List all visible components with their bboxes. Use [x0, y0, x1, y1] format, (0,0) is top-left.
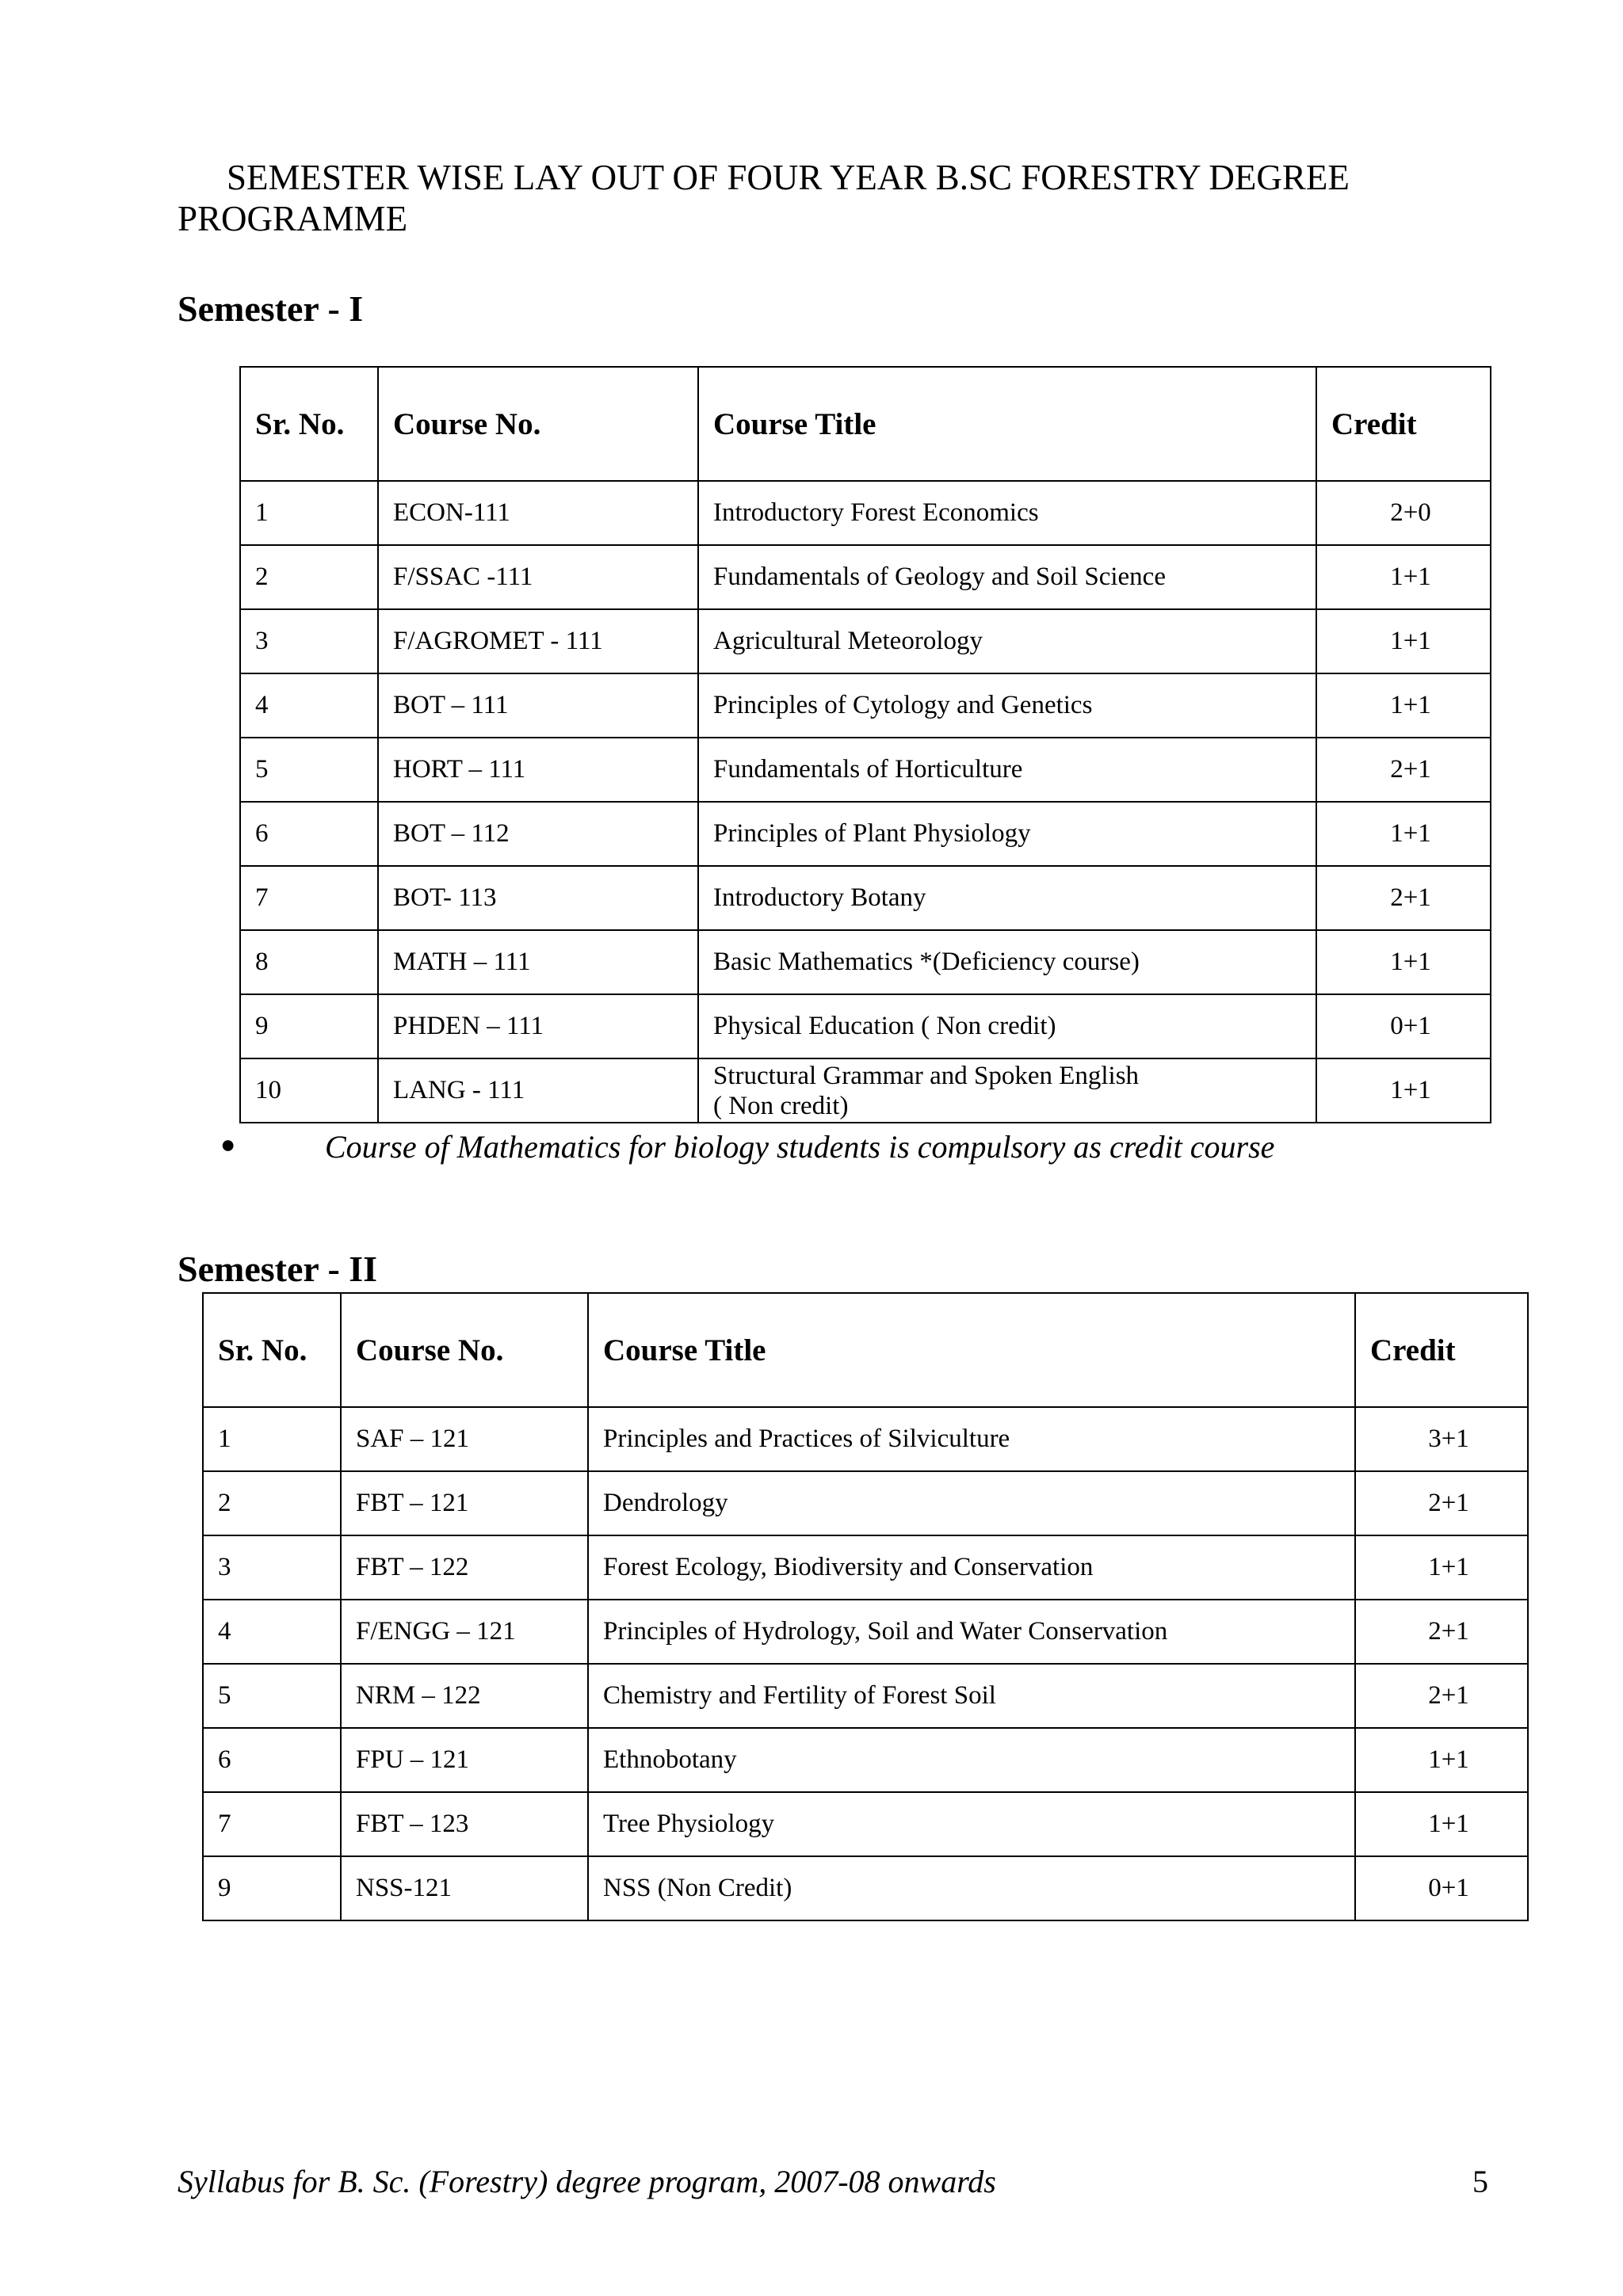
footer-text: Syllabus for B. Sc. (Forestry) degree program, 2007-08 onwards — [178, 2164, 996, 2199]
course-no-cell: NSS-121 — [341, 1856, 588, 1920]
page-title — [178, 157, 1509, 239]
table-row — [240, 609, 1491, 673]
table-row — [240, 994, 1491, 1058]
footnote-text: Course of Mathematics for biology students is compulsory as credit course — [325, 1129, 1275, 1165]
course-title-line: ( Non credit) — [713, 1091, 849, 1120]
course-title-cell: Principles of Cytology and Genetics — [698, 673, 1316, 738]
sr-no-cell: 7 — [240, 866, 378, 930]
course-no-cell: FPU – 121 — [341, 1728, 588, 1792]
credit-cell: 1+1 — [1316, 802, 1491, 866]
table-row — [240, 738, 1491, 802]
credit-cell: 2+1 — [1355, 1600, 1528, 1664]
table-row — [240, 1058, 1491, 1123]
sr-no-cell: 7 — [203, 1792, 341, 1856]
sr-no-cell: 3 — [240, 609, 378, 673]
sr-no-cell: 1 — [240, 481, 378, 545]
course-no-cell: BOT – 111 — [378, 673, 698, 738]
course-title-cell: Chemistry and Fertility of Forest Soil — [588, 1664, 1355, 1728]
course-title-cell: Ethnobotany — [588, 1728, 1355, 1792]
credit-cell: 2+1 — [1316, 866, 1491, 930]
course-no-cell: LANG - 111 — [378, 1058, 698, 1123]
course-no-cell: F/ENGG – 121 — [341, 1600, 588, 1664]
column-header-course-no: Course No. — [341, 1293, 588, 1407]
credit-cell: 1+1 — [1316, 673, 1491, 738]
course-no-cell: FBT – 121 — [341, 1471, 588, 1535]
column-header-course-no: Course No. — [378, 367, 698, 481]
sr-no-cell: 4 — [203, 1600, 341, 1664]
credit-cell: 1+1 — [1316, 545, 1491, 609]
table-row — [203, 1856, 1528, 1920]
sr-no-cell: 3 — [203, 1535, 341, 1600]
table-row — [240, 481, 1491, 545]
column-header-sr-no: Sr. No. — [240, 367, 378, 481]
sr-no-cell: 2 — [203, 1471, 341, 1535]
sr-no-cell: 2 — [240, 545, 378, 609]
bullet-icon: ● — [220, 1130, 236, 1158]
credit-cell: 1+1 — [1316, 609, 1491, 673]
sr-no-cell: 8 — [240, 930, 378, 994]
credit-cell: 1+1 — [1316, 1058, 1491, 1123]
course-no-cell: ECON-111 — [378, 481, 698, 545]
sr-no-cell: 10 — [240, 1058, 378, 1123]
table-row — [203, 1792, 1528, 1856]
course-title-cell: Dendrology — [588, 1471, 1355, 1535]
credit-cell: 1+1 — [1355, 1535, 1528, 1600]
table-row — [203, 1407, 1528, 1471]
table-row — [240, 673, 1491, 738]
credit-cell: 1+1 — [1316, 930, 1491, 994]
table-row — [203, 1600, 1528, 1664]
course-no-cell: FBT – 122 — [341, 1535, 588, 1600]
course-no-cell: F/SSAC -111 — [378, 545, 698, 609]
table-row — [240, 866, 1491, 930]
table-header-row — [240, 367, 1491, 481]
course-title-cell: Principles and Practices of Silviculture — [588, 1407, 1355, 1471]
sr-no-cell: 9 — [240, 994, 378, 1058]
course-title-line: Structural Grammar and Spoken English — [713, 1061, 1140, 1090]
column-header-course-title: Course Title — [588, 1293, 1355, 1407]
course-title-cell: Principles of Hydrology, Soil and Water Conservation — [588, 1600, 1355, 1664]
page-number: 5 — [1472, 2164, 1488, 2199]
table-row — [203, 1728, 1528, 1792]
course-no-cell: NRM – 122 — [341, 1664, 588, 1728]
sr-no-cell: 4 — [240, 673, 378, 738]
page-title-line1: SEMESTER WISE LAY OUT OF FOUR YEAR B.SC FORESTRY DEGREE — [227, 158, 1350, 197]
course-no-cell: BOT- 113 — [378, 866, 698, 930]
credit-cell: 0+1 — [1316, 994, 1491, 1058]
course-title-cell: Physical Education ( Non credit) — [698, 994, 1316, 1058]
credit-cell: 0+1 — [1355, 1856, 1528, 1920]
sr-no-cell: 1 — [203, 1407, 341, 1471]
course-title-cell: Introductory Forest Economics — [698, 481, 1316, 545]
page-title-line2: PROGRAMME — [178, 199, 408, 238]
credit-cell: 1+1 — [1355, 1728, 1528, 1792]
semester-2-table — [202, 1292, 1529, 1921]
course-no-cell: FBT – 123 — [341, 1792, 588, 1856]
course-title-cell: Fundamentals of Horticulture — [698, 738, 1316, 802]
course-title-cell: Introductory Botany — [698, 866, 1316, 930]
credit-cell: 1+1 — [1355, 1792, 1528, 1856]
course-no-cell: PHDEN – 111 — [378, 994, 698, 1058]
course-title-cell — [698, 1058, 1316, 1123]
column-header-course-title: Course Title — [698, 367, 1316, 481]
table-row — [203, 1535, 1528, 1600]
sr-no-cell: 5 — [240, 738, 378, 802]
footnote — [220, 1128, 1275, 1165]
column-header-credit: Credit — [1316, 367, 1491, 481]
credit-cell: 2+0 — [1316, 481, 1491, 545]
course-no-cell: SAF – 121 — [341, 1407, 588, 1471]
credit-cell: 3+1 — [1355, 1407, 1528, 1471]
sr-no-cell: 6 — [203, 1728, 341, 1792]
semester-2-heading: Semester - II — [178, 1249, 378, 1289]
course-title-cell: Fundamentals of Geology and Soil Science — [698, 545, 1316, 609]
course-title-cell: Principles of Plant Physiology — [698, 802, 1316, 866]
course-title-cell: Basic Mathematics *(Deficiency course) — [698, 930, 1316, 994]
credit-cell: 2+1 — [1355, 1664, 1528, 1728]
course-title-cell: Agricultural Meteorology — [698, 609, 1316, 673]
table-row — [203, 1471, 1528, 1535]
semester-1-heading: Semester - I — [178, 288, 364, 329]
sr-no-cell: 6 — [240, 802, 378, 866]
column-header-sr-no: Sr. No. — [203, 1293, 341, 1407]
sr-no-cell: 9 — [203, 1856, 341, 1920]
table-row — [240, 802, 1491, 866]
course-title-cell: Forest Ecology, Biodiversity and Conservation — [588, 1535, 1355, 1600]
table-header-row — [203, 1293, 1528, 1407]
course-no-cell: MATH – 111 — [378, 930, 698, 994]
semester-1-table — [239, 366, 1491, 1123]
course-title-cell: Tree Physiology — [588, 1792, 1355, 1856]
table-row — [240, 930, 1491, 994]
course-title-cell: NSS (Non Credit) — [588, 1856, 1355, 1920]
column-header-credit: Credit — [1355, 1293, 1528, 1407]
table-row — [240, 545, 1491, 609]
credit-cell: 2+1 — [1316, 738, 1491, 802]
table-row — [203, 1664, 1528, 1728]
sr-no-cell: 5 — [203, 1664, 341, 1728]
course-no-cell: HORT – 111 — [378, 738, 698, 802]
credit-cell: 2+1 — [1355, 1471, 1528, 1535]
course-no-cell: F/AGROMET - 111 — [378, 609, 698, 673]
course-no-cell: BOT – 112 — [378, 802, 698, 866]
